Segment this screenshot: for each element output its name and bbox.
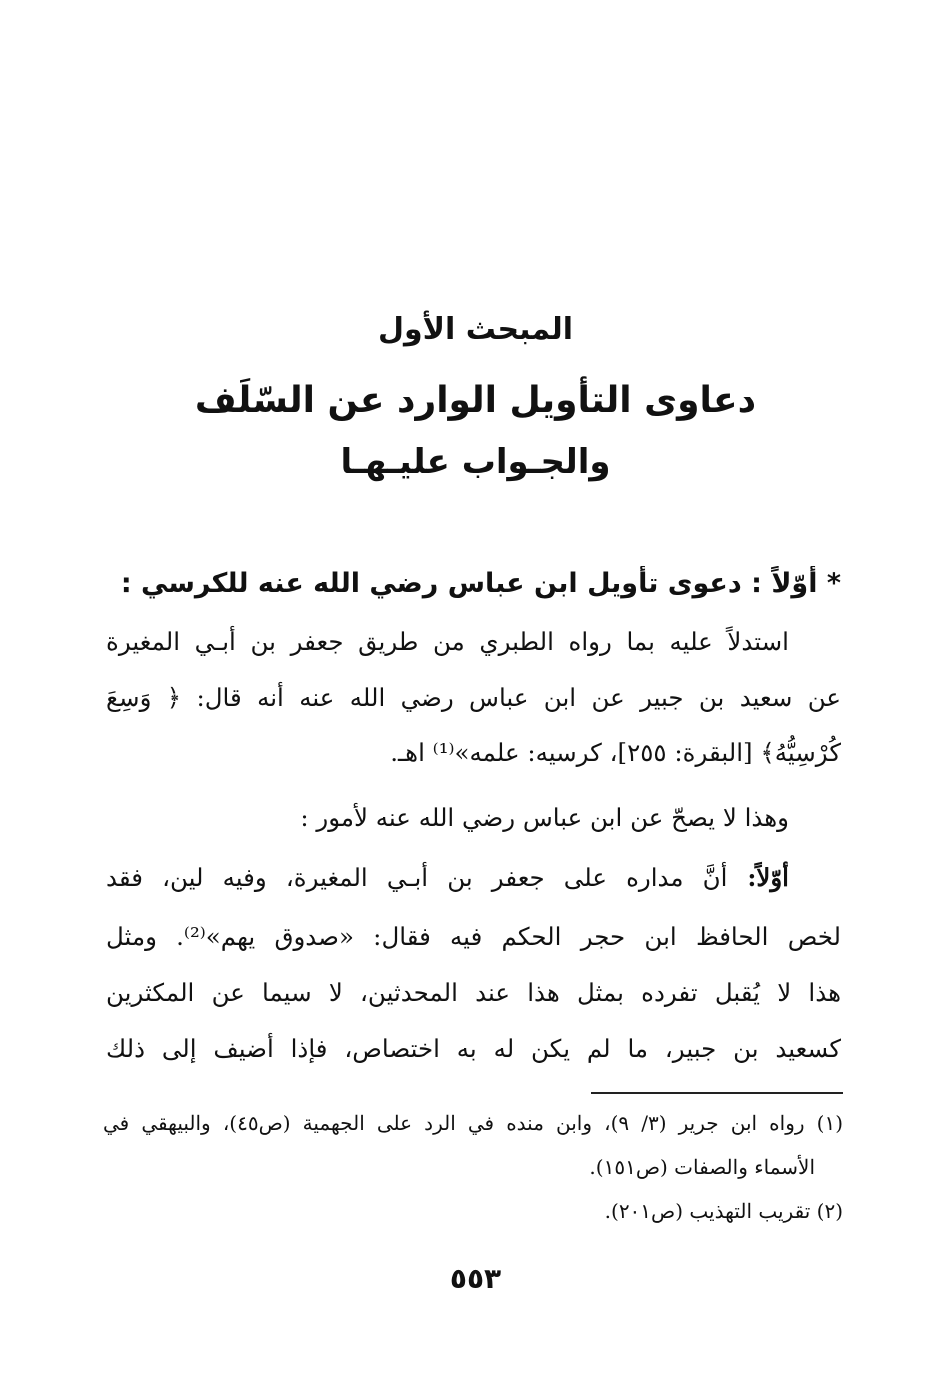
body-line-5 <box>106 860 841 896</box>
footnote-1-line-1: (١) رواه ابن جرير (٣/ ٩)، وابن منده في الرد على الجهمية (ص٤٥)، والبيهقي في <box>103 1111 843 1135</box>
footnote-separator <box>591 1092 843 1094</box>
body-line-8: كسعيد بن جبير، ما لم يكن له به اختصاص، فإذا أضيف إلى ذلك <box>106 1034 841 1063</box>
chapter-subtitle: والجـواب عليـهـا <box>340 442 611 482</box>
body-line-5-text: أنَّ مداره على جعفر بن أبـي المغيرة، وفيه لين، فقد <box>106 863 728 892</box>
body-line-7: هذا لا يُقبل تفرده بمثل هذا عند المحدثين، لا سيما عن المكثرين <box>106 978 841 1007</box>
body-line-1: استدلاً عليه بما رواه الطبري من طريق جعفر بن أبـي المغيرة <box>106 627 789 656</box>
body-line-4: وهذا لا يصحّ عن ابن عباس رضي الله عنه لأمور : <box>300 803 789 832</box>
body-line-2: عن سعيد بن جبير عن ابن عباس رضي الله عنه أنه قال: ﴿ وَسِعَ <box>106 683 841 712</box>
chapter-title: دعاوى التأويل الوارد عن السّلَف <box>194 380 757 421</box>
footnote-1-line-2: الأسماء والصفات (ص١٥١). <box>589 1155 815 1179</box>
point-heading: * أوّلاً : دعوى تأويل ابن عباس رضي الله عنه للكرسي : <box>120 568 841 599</box>
page-number: ٥٥٣ <box>449 1262 502 1295</box>
section-heading: المبحث الأول <box>377 312 574 347</box>
body-line-3: كُرْسِيُّهُ﴾ [البقرة: ٢٥٥]، كرسيه: علمه»⁽¹⁾ اهـ. <box>390 738 841 767</box>
body-line-6: لخص الحافظ ابن حجر الحكم فيه فقال: «صدوق يهم»⁽²⁾. ومثل <box>106 922 841 951</box>
lead-word: أوّلاً: <box>727 863 789 892</box>
footnote-2: (٢) تقريب التهذيب (ص٢٠١). <box>604 1199 843 1223</box>
